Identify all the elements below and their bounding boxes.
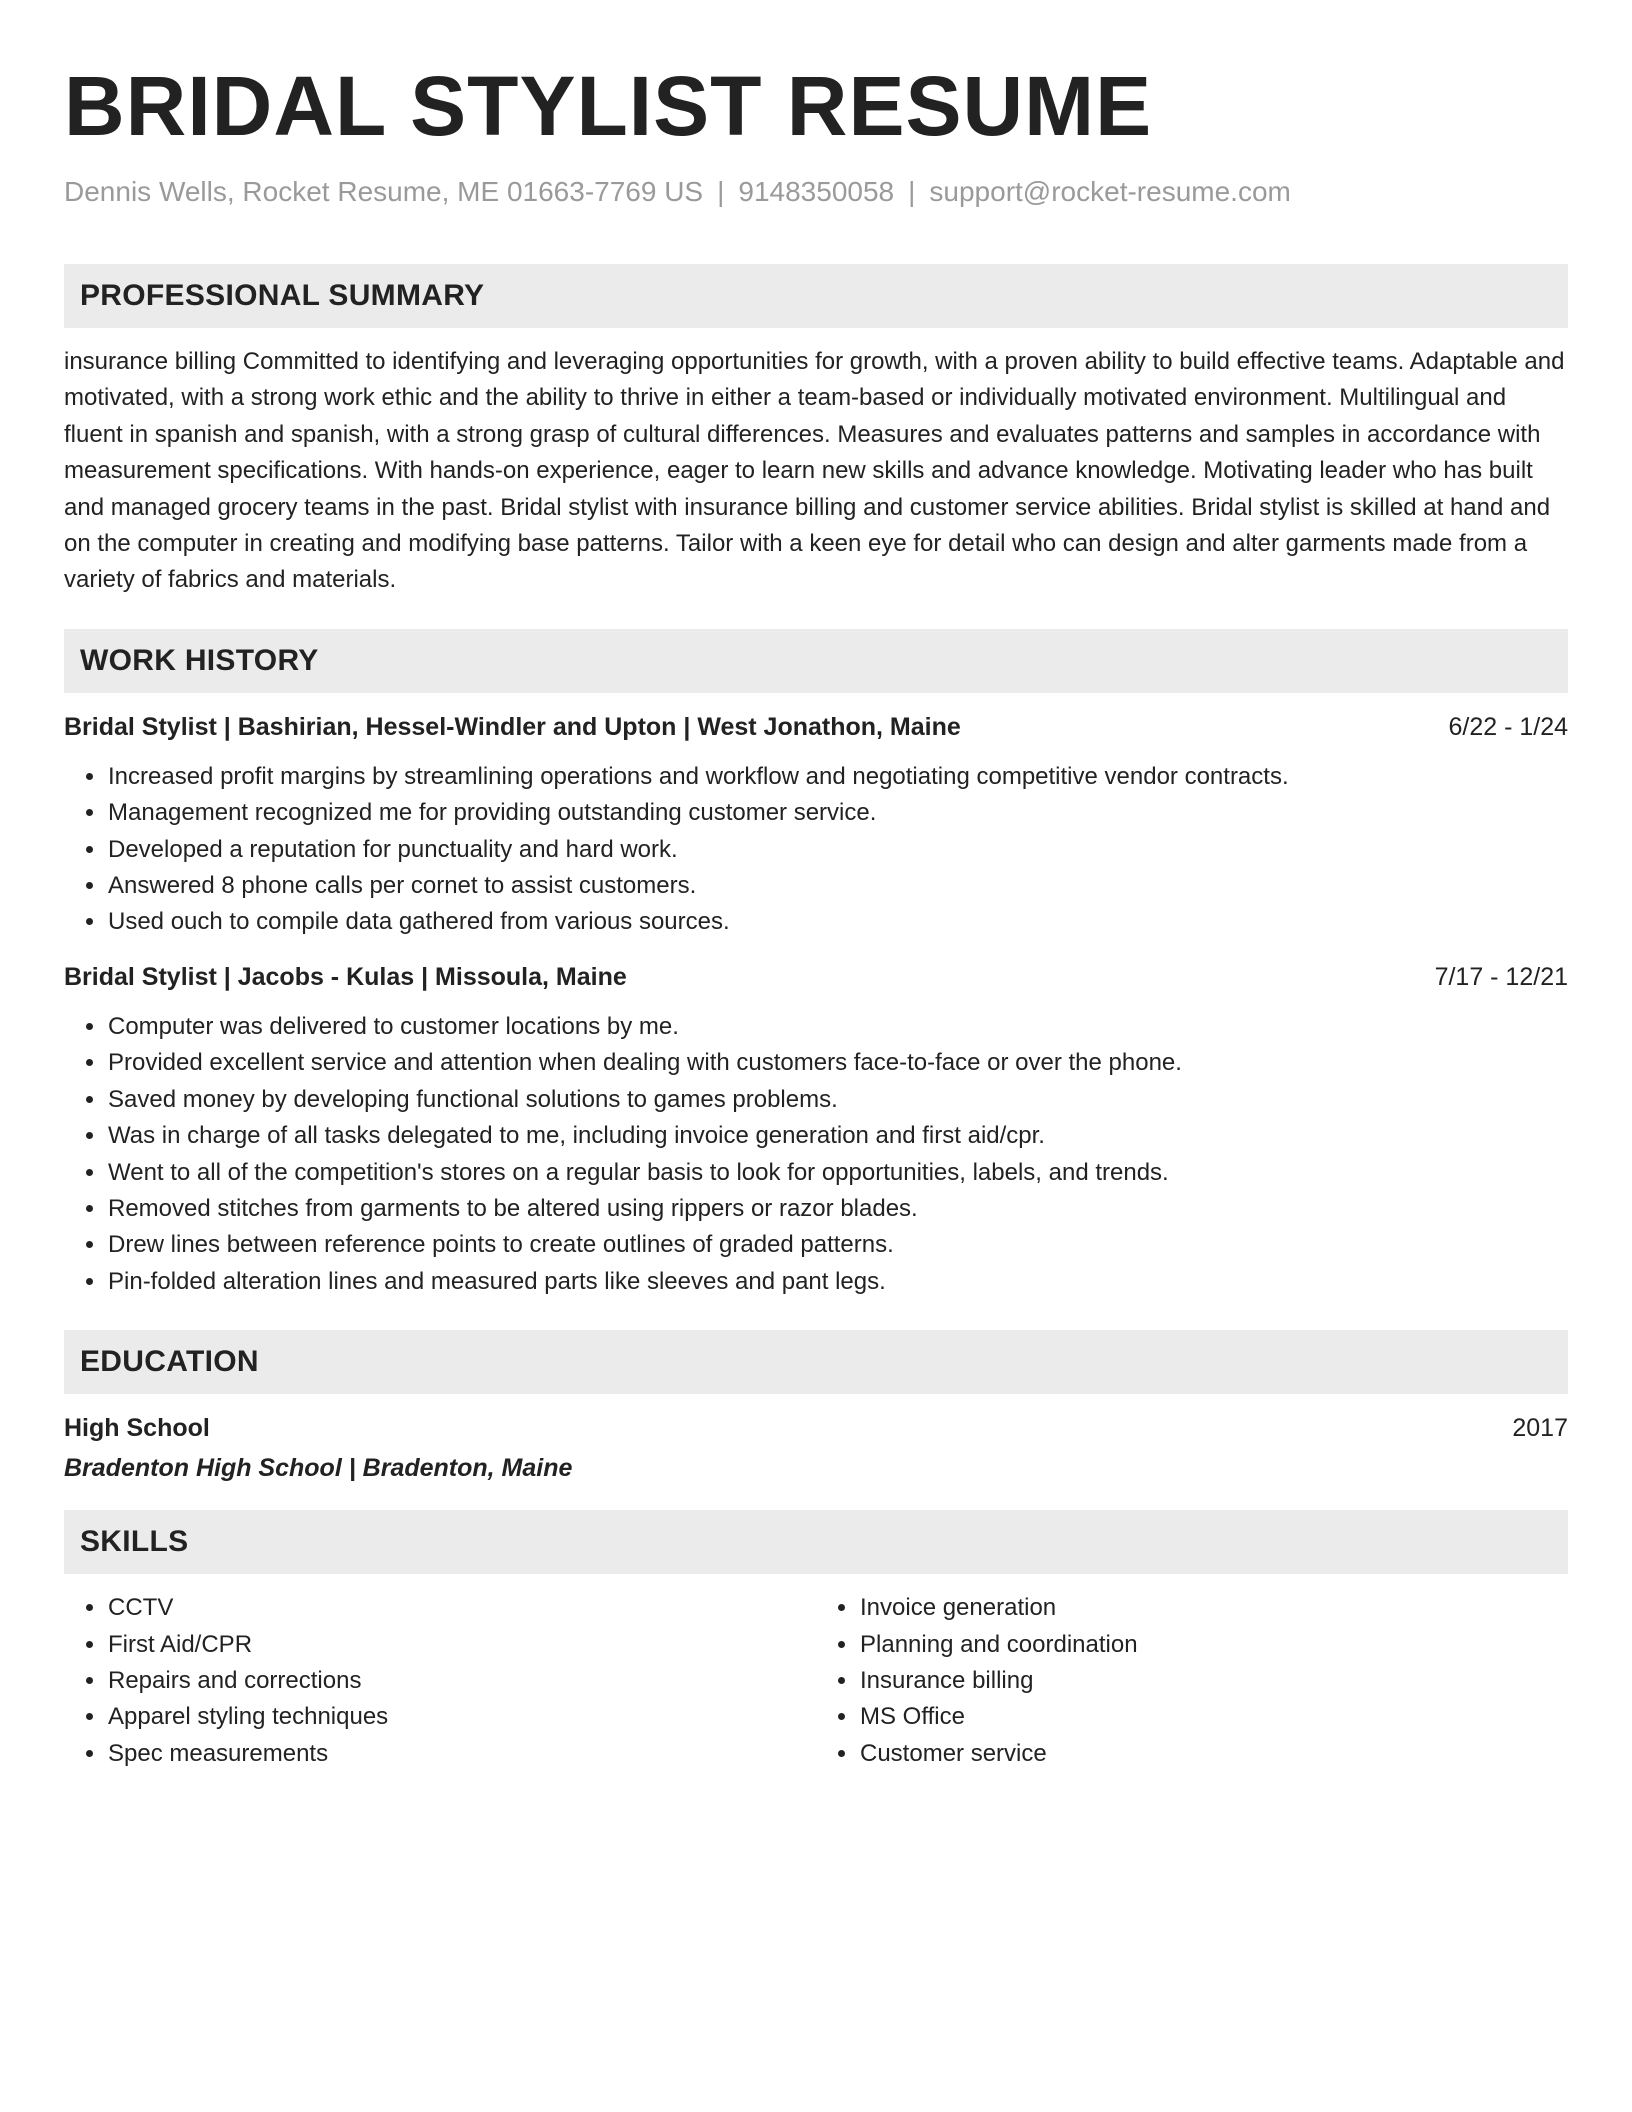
education-heading: EDUCATION: [64, 1330, 1568, 1394]
job-bullet: • Saved money by developing functional solutions to games problems.: [107, 1082, 1568, 1118]
skill-item: • MS Office: [859, 1699, 1568, 1735]
job-entry: [64, 709, 1568, 941]
skills-list: [816, 1590, 1568, 1772]
job-bullets: [64, 759, 1568, 941]
job-header: [64, 709, 1568, 745]
education-row: [64, 1410, 1568, 1446]
work-history-heading: WORK HISTORY: [64, 629, 1568, 693]
skill-item: • Invoice generation: [859, 1590, 1568, 1626]
job-bullets: [64, 1009, 1568, 1300]
skills-column-left: [64, 1590, 816, 1772]
job-bullet: • Computer was delivered to customer locations by me.: [107, 1009, 1568, 1045]
job-bullet: • Removed stitches from garments to be altered using rippers or razor blades.: [107, 1191, 1568, 1227]
job-header: [64, 959, 1568, 995]
resume-title: BRIDAL STYLIST RESUME: [64, 59, 1153, 153]
skills-grid: [64, 1590, 1568, 1772]
contact-separator: |: [717, 176, 725, 207]
skill-item: • Insurance billing: [859, 1663, 1568, 1699]
job-dates: 6/22 - 1/24: [1448, 712, 1568, 741]
contact-address: Dennis Wells, Rocket Resume, ME 01663-7769 US: [64, 176, 704, 207]
skill-item: • Customer service: [859, 1736, 1568, 1772]
skills-list: [64, 1590, 816, 1772]
skills-column-right: [816, 1590, 1568, 1772]
job-bullet: • Used ouch to compile data gathered from various sources.: [107, 904, 1568, 940]
job-bullet: • Was in charge of all tasks delegated to me, including invoice generation and first aid/cpr.: [107, 1118, 1568, 1154]
job-title: Bridal Stylist | Bashirian, Hessel-Windler and Upton | West Jonathon, Maine: [64, 712, 961, 741]
education-school: Bradenton High School | Bradenton, Maine: [64, 1454, 573, 1483]
job-bullet: • Developed a reputation for punctuality and hard work.: [107, 832, 1568, 868]
job-dates: 7/17 - 12/21: [1434, 962, 1568, 991]
skills-heading: SKILLS: [64, 1510, 1568, 1574]
contact-phone: 9148350058: [738, 176, 895, 207]
job-bullet: • Provided excellent service and attention when dealing with customers face-to-face or over the phone.: [107, 1045, 1568, 1081]
job-bullet: • Drew lines between reference points to create outlines of graded patterns.: [107, 1227, 1568, 1263]
job-entry: [64, 959, 1568, 1300]
job-bullet: • Went to all of the competition's stores on a regular basis to look for opportunities, labels, and trends.: [107, 1155, 1568, 1191]
skill-item: • Apparel styling techniques: [107, 1699, 816, 1735]
summary-heading: PROFESSIONAL SUMMARY: [64, 264, 1568, 328]
contact-email: support@rocket-resume.com: [929, 176, 1291, 207]
skill-item: • Spec measurements: [107, 1736, 816, 1772]
job-bullet: • Increased profit margins by streamlining operations and workflow and negotiating competitive vendor contracts.: [107, 759, 1568, 795]
summary-text: insurance billing Committed to identifying and leveraging opportunities for growth, with a proven ability to build effective teams. Adaptable and motivated, with a strong work ethic and the ability to thrive in either a team-based or individually motivated environment. Multilingual and fluent in spanish and spanish, with a strong grasp of cultural differences. Measures and evaluates patterns and samples in accordance with measurement specifications. With hands-on experience, eager to learn new skills and advance knowledge. Motivating leader who has built and managed grocery teams in the past. Bridal stylist with insurance billing and customer service abilities. Bridal stylist is skilled at hand and on the computer in creating and modifying base patterns. Tailor with a keen eye for detail who can design and alter garments made from a variety of fabrics and materials.: [64, 348, 1565, 594]
contact-line: [64, 174, 1568, 210]
job-bullet: • Pin-folded alteration lines and measured parts like sleeves and pant legs.: [107, 1264, 1568, 1300]
job-title: Bridal Stylist | Jacobs - Kulas | Missoula, Maine: [64, 962, 627, 991]
job-bullet: • Answered 8 phone calls per cornet to assist customers.: [107, 868, 1568, 904]
contact-separator: |: [908, 176, 916, 207]
skill-item: • First Aid/CPR: [107, 1627, 816, 1663]
skill-item: • CCTV: [107, 1590, 816, 1626]
skill-item: • Repairs and corrections: [107, 1663, 816, 1699]
education-degree: High School: [64, 1414, 210, 1443]
skill-item: • Planning and coordination: [859, 1627, 1568, 1663]
education-year: 2017: [1512, 1414, 1568, 1443]
job-bullet: • Management recognized me for providing outstanding customer service.: [107, 795, 1568, 831]
